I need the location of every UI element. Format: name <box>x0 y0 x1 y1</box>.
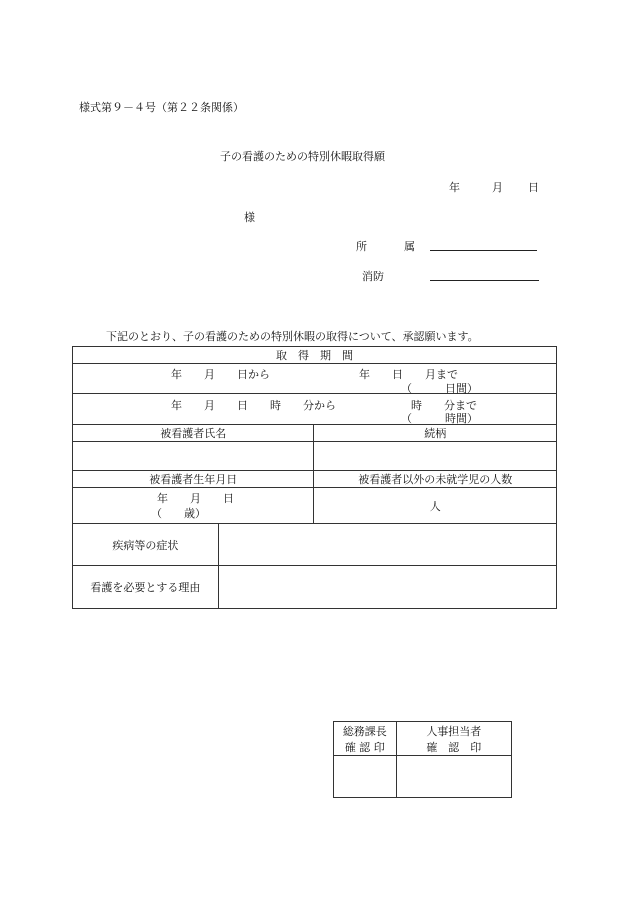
affiliation-line <box>430 250 537 251</box>
form-number: 様式第９－４号（第２２条関係） <box>79 101 244 114</box>
relation-label: 続柄 <box>314 425 557 442</box>
age-value: （ 歳） <box>151 507 206 520</box>
patient-name-field[interactable] <box>73 442 314 471</box>
patient-name-label: 被看護者氏名 <box>73 425 314 442</box>
reason-field[interactable] <box>218 566 556 609</box>
period-days: （ 日間） <box>401 382 478 395</box>
affiliation-label-2: 属 <box>404 240 415 253</box>
fire-dept-label: 消防 <box>362 270 384 283</box>
period-to-time: 時 分まで <box>411 399 477 412</box>
reason-label: 看護を必要とする理由 <box>73 566 219 609</box>
affiliation-label-1: 所 <box>356 240 367 253</box>
date-day: 日 <box>528 181 539 194</box>
children-count-unit: 人 <box>314 488 557 524</box>
symptoms-field[interactable] <box>218 524 556 566</box>
birth-date-value: 年 月 日 <box>157 492 234 505</box>
period-from-date: 年 月 日から <box>171 368 270 381</box>
period-from-time: 年 月 日 時 分から <box>171 399 336 412</box>
general-affairs-stamp-field[interactable] <box>334 756 397 798</box>
patient-birth-label: 被看護者生年月日 <box>73 471 314 488</box>
request-text: 下記のとおり、子の看護のための特別休暇の取得について、承認願います。 <box>106 330 479 343</box>
date-year: 年 <box>449 181 460 194</box>
period-hours: （ 時間） <box>401 412 478 425</box>
symptoms-label: 疾病等の症状 <box>73 524 219 566</box>
addressee-suffix: 様 <box>244 211 255 224</box>
approval-stamp-box <box>333 721 512 798</box>
hr-staff-label: 人事担当者 <box>426 724 482 738</box>
relation-field[interactable] <box>314 442 557 471</box>
leave-request-table <box>72 346 557 609</box>
hr-stamp-field[interactable] <box>396 756 511 798</box>
hr-stamp-label: 確 認 印 <box>426 740 482 754</box>
date-month: 月 <box>492 181 503 194</box>
general-affairs-stamp-label: 確 認 印 <box>344 740 385 754</box>
general-affairs-chief-label: 総務課長 <box>342 724 387 738</box>
period-to-date: 年 日 月まで <box>359 368 458 381</box>
period-header: 取 得 期 間 <box>73 347 557 364</box>
other-children-label: 被看護者以外の未就学児の人数 <box>314 471 557 488</box>
form-title: 子の看護のための特別休暇取得願 <box>220 150 385 163</box>
fire-dept-line <box>430 280 539 281</box>
